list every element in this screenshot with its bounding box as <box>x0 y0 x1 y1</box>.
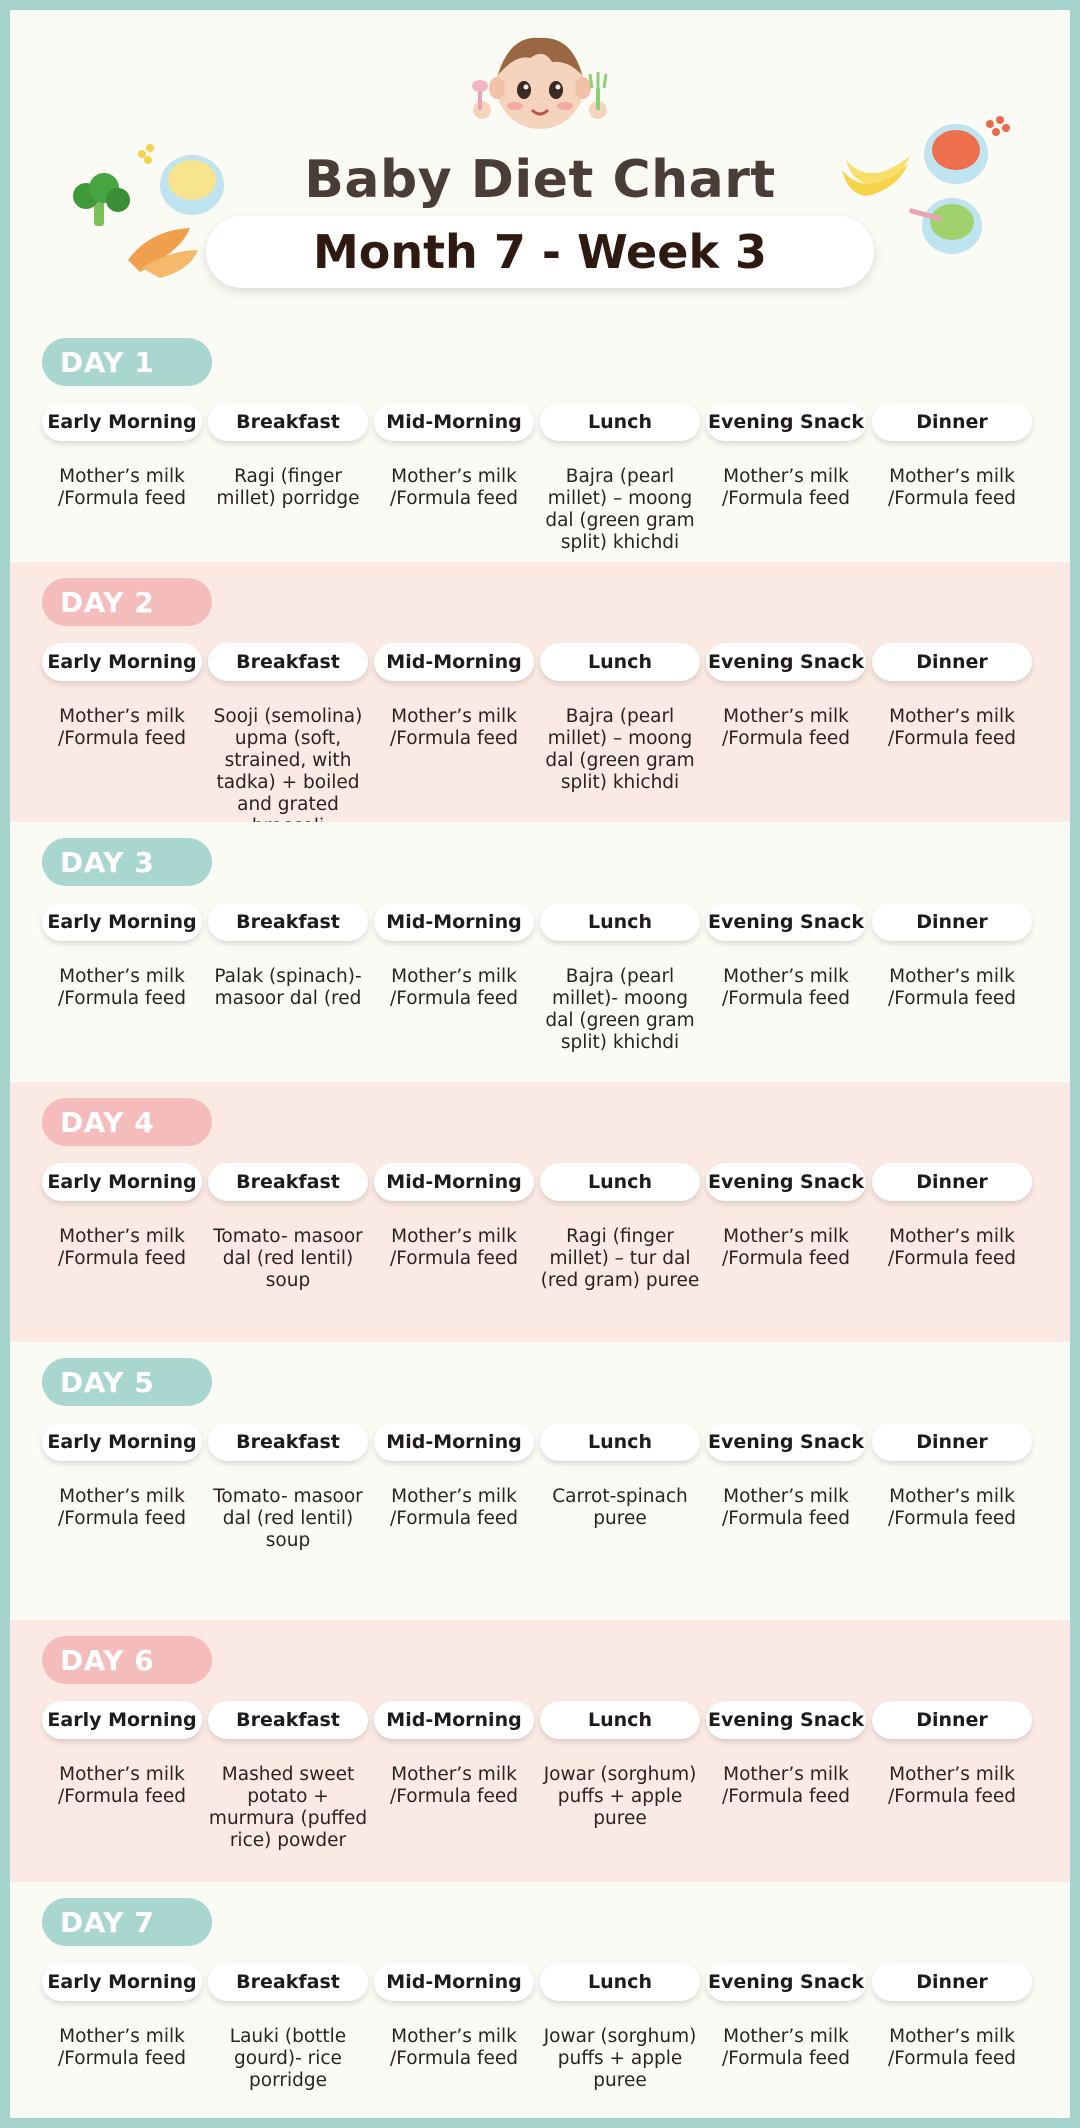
meal-item: Mother’s milk /Formula feed <box>58 1486 186 1529</box>
meal-item: Mother’s milk /Formula feed <box>722 966 850 1009</box>
meal-item: Mother’s milk /Formula feed <box>58 466 186 509</box>
meal-item: Bajra (pearl millet) – moong dal (green gram split) khichdi <box>545 466 695 553</box>
meal-header: Mid-Morning <box>374 1163 534 1201</box>
meal-header: Dinner <box>872 1423 1032 1461</box>
meal-header: Early Morning <box>42 903 202 941</box>
meal-header: Lunch <box>540 1701 700 1739</box>
meal-header: Evening Snack <box>706 1963 866 2001</box>
meal-item: Carrot-spinach puree <box>552 1486 688 1529</box>
meal-header: Breakfast <box>208 1963 368 2001</box>
meal-item: Mother’s milk /Formula feed <box>722 2026 850 2069</box>
meal-item: Mother’s milk /Formula feed <box>722 1226 850 1269</box>
meal-header: Mid-Morning <box>374 1423 534 1461</box>
meal-header: Dinner <box>872 1163 1032 1201</box>
meal-item: Mother’s milk /Formula feed <box>888 706 1016 749</box>
meal-item: Jowar (sorghum) puffs + apple puree <box>543 1764 697 1829</box>
meal-item: Mother’s milk /Formula feed <box>722 466 850 509</box>
page-title: Baby Diet Chart <box>304 150 776 210</box>
day-label: DAY 7 <box>42 1898 212 1946</box>
meal-header: Early Morning <box>42 1963 202 2001</box>
meal-item: Mother’s milk /Formula feed <box>390 466 518 509</box>
meal-item: Mother’s milk /Formula feed <box>390 1764 518 1807</box>
meal-header: Mid-Morning <box>374 403 534 441</box>
meal-item: Mother’s milk /Formula feed <box>888 466 1016 509</box>
meal-header: Evening Snack <box>706 1423 866 1461</box>
meal-header: Dinner <box>872 1701 1032 1739</box>
meal-item: Sooji (semolina) upma (soft, strained, with tadka) + boiled and grated <box>213 706 363 815</box>
meal-header: Dinner <box>872 403 1032 441</box>
meal-header: Evening Snack <box>706 903 866 941</box>
meal-item: Bajra (pearl millet)- moong dal (green gram split) khichdi <box>545 966 695 1053</box>
day-label: DAY 1 <box>42 338 212 386</box>
meal-item: Jowar (sorghum) puffs + apple puree <box>543 2026 697 2091</box>
day-section <box>10 562 1070 822</box>
meal-item: Palak (spinach)- masoor dal (red <box>214 966 362 1009</box>
baby-face-icon <box>460 30 620 145</box>
subtitle-pill <box>206 216 874 288</box>
day-label: DAY 4 <box>42 1098 212 1146</box>
day-section <box>10 1082 1070 1342</box>
meal-item: Ragi (finger millet) porridge <box>216 466 360 509</box>
meal-item: Mother’s milk /Formula feed <box>390 706 518 749</box>
day-section <box>10 322 1070 562</box>
meal-header: Evening Snack <box>706 643 866 681</box>
meal-header: Mid-Morning <box>374 903 534 941</box>
header <box>10 10 1070 330</box>
meal-item: Mother’s milk /Formula feed <box>390 966 518 1009</box>
meal-header: Early Morning <box>42 1423 202 1461</box>
meal-header: Dinner <box>872 643 1032 681</box>
meal-item: Mother’s milk /Formula feed <box>58 2026 186 2069</box>
meal-header: Early Morning <box>42 643 202 681</box>
meal-header: Breakfast <box>208 403 368 441</box>
day-section <box>10 1882 1070 2118</box>
day-section <box>10 822 1070 1082</box>
meal-header: Early Morning <box>42 1701 202 1739</box>
meal-header: Breakfast <box>208 1701 368 1739</box>
meal-item: Tomato- masoor dal (red lentil) soup <box>213 1486 363 1551</box>
page-subtitle: Month 7 - Week 3 <box>312 225 768 279</box>
day-section <box>10 1620 1070 1882</box>
meal-header: Breakfast <box>208 1423 368 1461</box>
meal-header: Lunch <box>540 1963 700 2001</box>
meal-item: Mother’s milk /Formula feed <box>722 1764 850 1807</box>
day-label: DAY 5 <box>42 1358 212 1406</box>
day-label: DAY 6 <box>42 1636 212 1684</box>
meal-item: Mother’s milk /Formula feed <box>888 1764 1016 1807</box>
meal-header: Mid-Morning <box>374 1963 534 2001</box>
day-section <box>10 1342 1070 1620</box>
meal-header: Evening Snack <box>706 1701 866 1739</box>
meal-header: Early Morning <box>42 1163 202 1201</box>
meal-header: Evening Snack <box>706 403 866 441</box>
day-label: DAY 3 <box>42 838 212 886</box>
meal-header: Lunch <box>540 1163 700 1201</box>
meal-item: Mother’s milk /Formula feed <box>58 706 186 749</box>
meal-item: Mother’s milk /Formula feed <box>58 966 186 1009</box>
meal-header: Early Morning <box>42 403 202 441</box>
day-label: DAY 2 <box>42 578 212 626</box>
meal-item: Lauki (bottle gourd)- rice porridge <box>229 2026 347 2091</box>
meal-item: Mashed sweet potato + murmura (puffed rice) powder <box>208 1764 368 1851</box>
meal-item: Mother’s milk /Formula feed <box>888 966 1016 1009</box>
meal-header: Dinner <box>872 903 1032 941</box>
meal-header: Breakfast <box>208 643 368 681</box>
meal-item: Bajra (pearl millet) – moong dal (green gram split) khichdi <box>545 706 695 793</box>
meal-item: Mother’s milk /Formula feed <box>390 1486 518 1529</box>
meal-header: Lunch <box>540 1423 700 1461</box>
melon-slice-icon <box>120 220 210 280</box>
meal-header: Lunch <box>540 643 700 681</box>
meal-header: Evening Snack <box>706 1163 866 1201</box>
meal-item: Tomato- masoor dal (red lentil) soup <box>213 1226 363 1291</box>
meal-item: Mother’s milk /Formula feed <box>58 1226 186 1269</box>
meal-item: Mother’s milk /Formula feed <box>58 1764 186 1807</box>
meal-item: Mother’s milk /Formula feed <box>722 1486 850 1529</box>
meal-header: Breakfast <box>208 1163 368 1201</box>
meal-item: Mother’s milk /Formula feed <box>888 1486 1016 1529</box>
meal-item: Mother’s milk /Formula feed <box>888 2026 1016 2069</box>
meal-header: Mid-Morning <box>374 1701 534 1739</box>
meal-item: Ragi (finger millet) – tur dal (red gram) puree <box>540 1226 700 1291</box>
meal-item: Mother’s milk /Formula feed <box>390 1226 518 1269</box>
meal-header: Mid-Morning <box>374 643 534 681</box>
meal-item: Mother’s milk /Formula feed <box>888 1226 1016 1269</box>
diet-chart-page <box>10 10 1070 2118</box>
meal-header: Lunch <box>540 403 700 441</box>
meal-item: Mother’s milk /Formula feed <box>722 706 850 749</box>
meal-item: Mother’s milk /Formula feed <box>390 2026 518 2069</box>
meal-header: Dinner <box>872 1963 1032 2001</box>
meal-header: Breakfast <box>208 903 368 941</box>
meal-header: Lunch <box>540 903 700 941</box>
